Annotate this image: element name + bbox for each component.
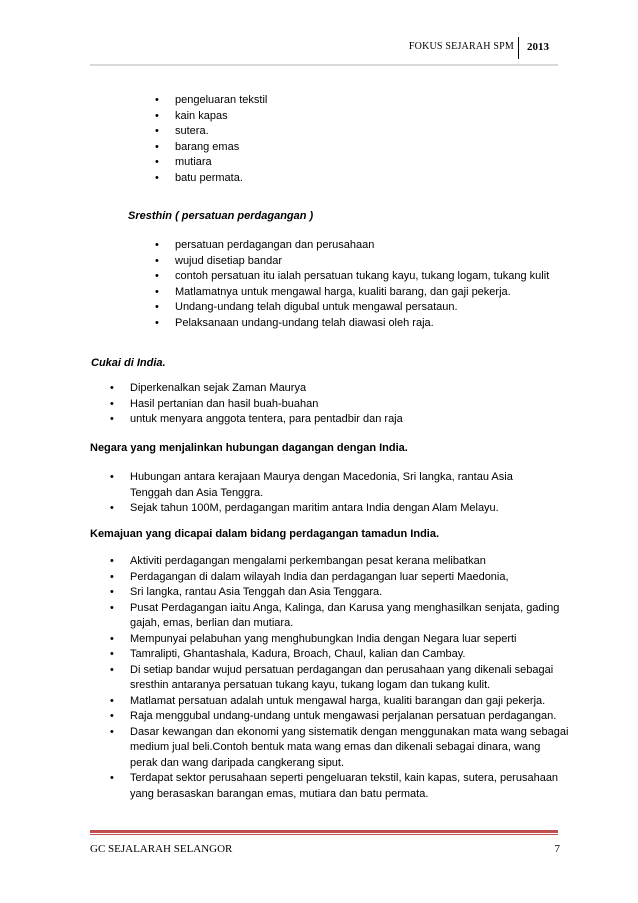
list-item: • Hubungan antara kerajaan Maurya dengan Macedonia, Sri langka, rantau Asia Tenggah dan Asia Tenggra. (110, 470, 555, 501)
sresthin-heading: Sresthin ( persatuan perdagangan ) (128, 210, 314, 222)
list-item: • Tamralipti, Ghantashala, Kadura, Broach, Chaul, kalian dan Cambay. (110, 647, 570, 663)
footer-rule (90, 830, 558, 833)
page-header (0, 37, 638, 59)
list-item: • Sri langka, rantau Asia Tenggah dan Asia Tenggara. (110, 585, 570, 601)
page-number: 7 (554, 843, 560, 855)
list-item: • Mempunyai pelabuhan yang menghubungkan India dengan Negara luar seperti (110, 632, 570, 648)
header-rule (90, 64, 558, 66)
list-cukai (110, 381, 560, 428)
list-item: • Sejak tahun 100M, perdagangan maritim antara India dengan Alam Melayu. (110, 501, 555, 517)
list-kemajuan (110, 554, 570, 802)
list-item: • pengeluaran tekstil (155, 93, 515, 109)
list-item: • sutera. (155, 124, 515, 140)
list-item: • contoh persatuan itu ialah persatuan tukang kayu, tukang logam, tukang kulit (155, 269, 580, 285)
list-item: • Hasil pertanian dan hasil buah-buahan (110, 397, 560, 413)
list-item: • Diperkenalkan sejak Zaman Maurya (110, 381, 560, 397)
list-item: • batu permata. (155, 171, 515, 187)
list-item: • untuk menyara anggota tentera, para pentadbir dan raja (110, 412, 560, 428)
kemajuan-heading: Kemajuan yang dicapai dalam bidang perdagangan tamadun India. (90, 528, 440, 540)
list-item: • persatuan perdagangan dan perusahaan (155, 238, 580, 254)
list-item: • wujud disetiap bandar (155, 254, 580, 270)
list-item: • Raja menggubal undang-undang untuk mengawasi perjalanan persatuan perdagangan. (110, 709, 570, 725)
list-item: • Di setiap bandar wujud persatuan perdagangan dan perusahaan yang dikenali sebagai sresthin antaranya persatuan tukang kayu, tukang logam dan tukang kulit. (110, 663, 570, 694)
list-item: • kain kapas (155, 109, 515, 125)
list-item: • Pelaksanaan undang-undang telah diawasi oleh raja. (155, 316, 580, 332)
cukai-heading: Cukai di India. (91, 357, 166, 369)
list-item: • Perdagangan di dalam wilayah India dan perdagangan luar seperti Maedonia, (110, 570, 570, 586)
list-negara (110, 470, 555, 517)
list-item: • Pusat Perdagangan iaitu Anga, Kalinga, dan Karusa yang menghasilkan senjata, gading gajah, emas, berlian dan mutiara. (110, 601, 570, 632)
list-item: • Aktiviti perdagangan mengalami perkembangan pesat kerana melibatkan (110, 554, 570, 570)
list-item: • Terdapat sektor perusahaan seperti pengeluaran tekstil, kain kapas, sutera, perusahaan yang berasaskan barangan emas, mutiara dan batu permata. (110, 771, 570, 802)
negara-heading: Negara yang menjalinkan hubungan dagangan dengan India. (90, 442, 408, 454)
footer-rule-thin (90, 834, 558, 835)
list-item: • Matlamat persatuan adalah untuk mengawal harga, kualiti barangan dan gaji pekerja. (110, 694, 570, 710)
list-item: • Dasar kewangan dan ekonomi yang sistematik dengan menggunakan mata wang sebagai medium jual beli.Contoh bentuk mata wang emas dan dikenali sebagai dinara, wang perak dan wang daripada cangkerang siput. (110, 725, 570, 772)
list-item: • Matlamatnya untuk mengawal harga, kualiti barang, dan gaji pekerja. (155, 285, 580, 301)
header-divider (518, 37, 519, 59)
list-sresthin (155, 238, 580, 331)
list-products (155, 93, 515, 186)
list-item: • mutiara (155, 155, 515, 171)
footer-left-text: GC SEJALARAH SELANGOR (90, 843, 233, 855)
list-item: • barang emas (155, 140, 515, 156)
header-year: 2013 (527, 41, 549, 53)
header-title: FOKUS SEJARAH SPM (408, 41, 514, 52)
list-item: • Undang-undang telah digubal untuk mengawal persataun. (155, 300, 580, 316)
